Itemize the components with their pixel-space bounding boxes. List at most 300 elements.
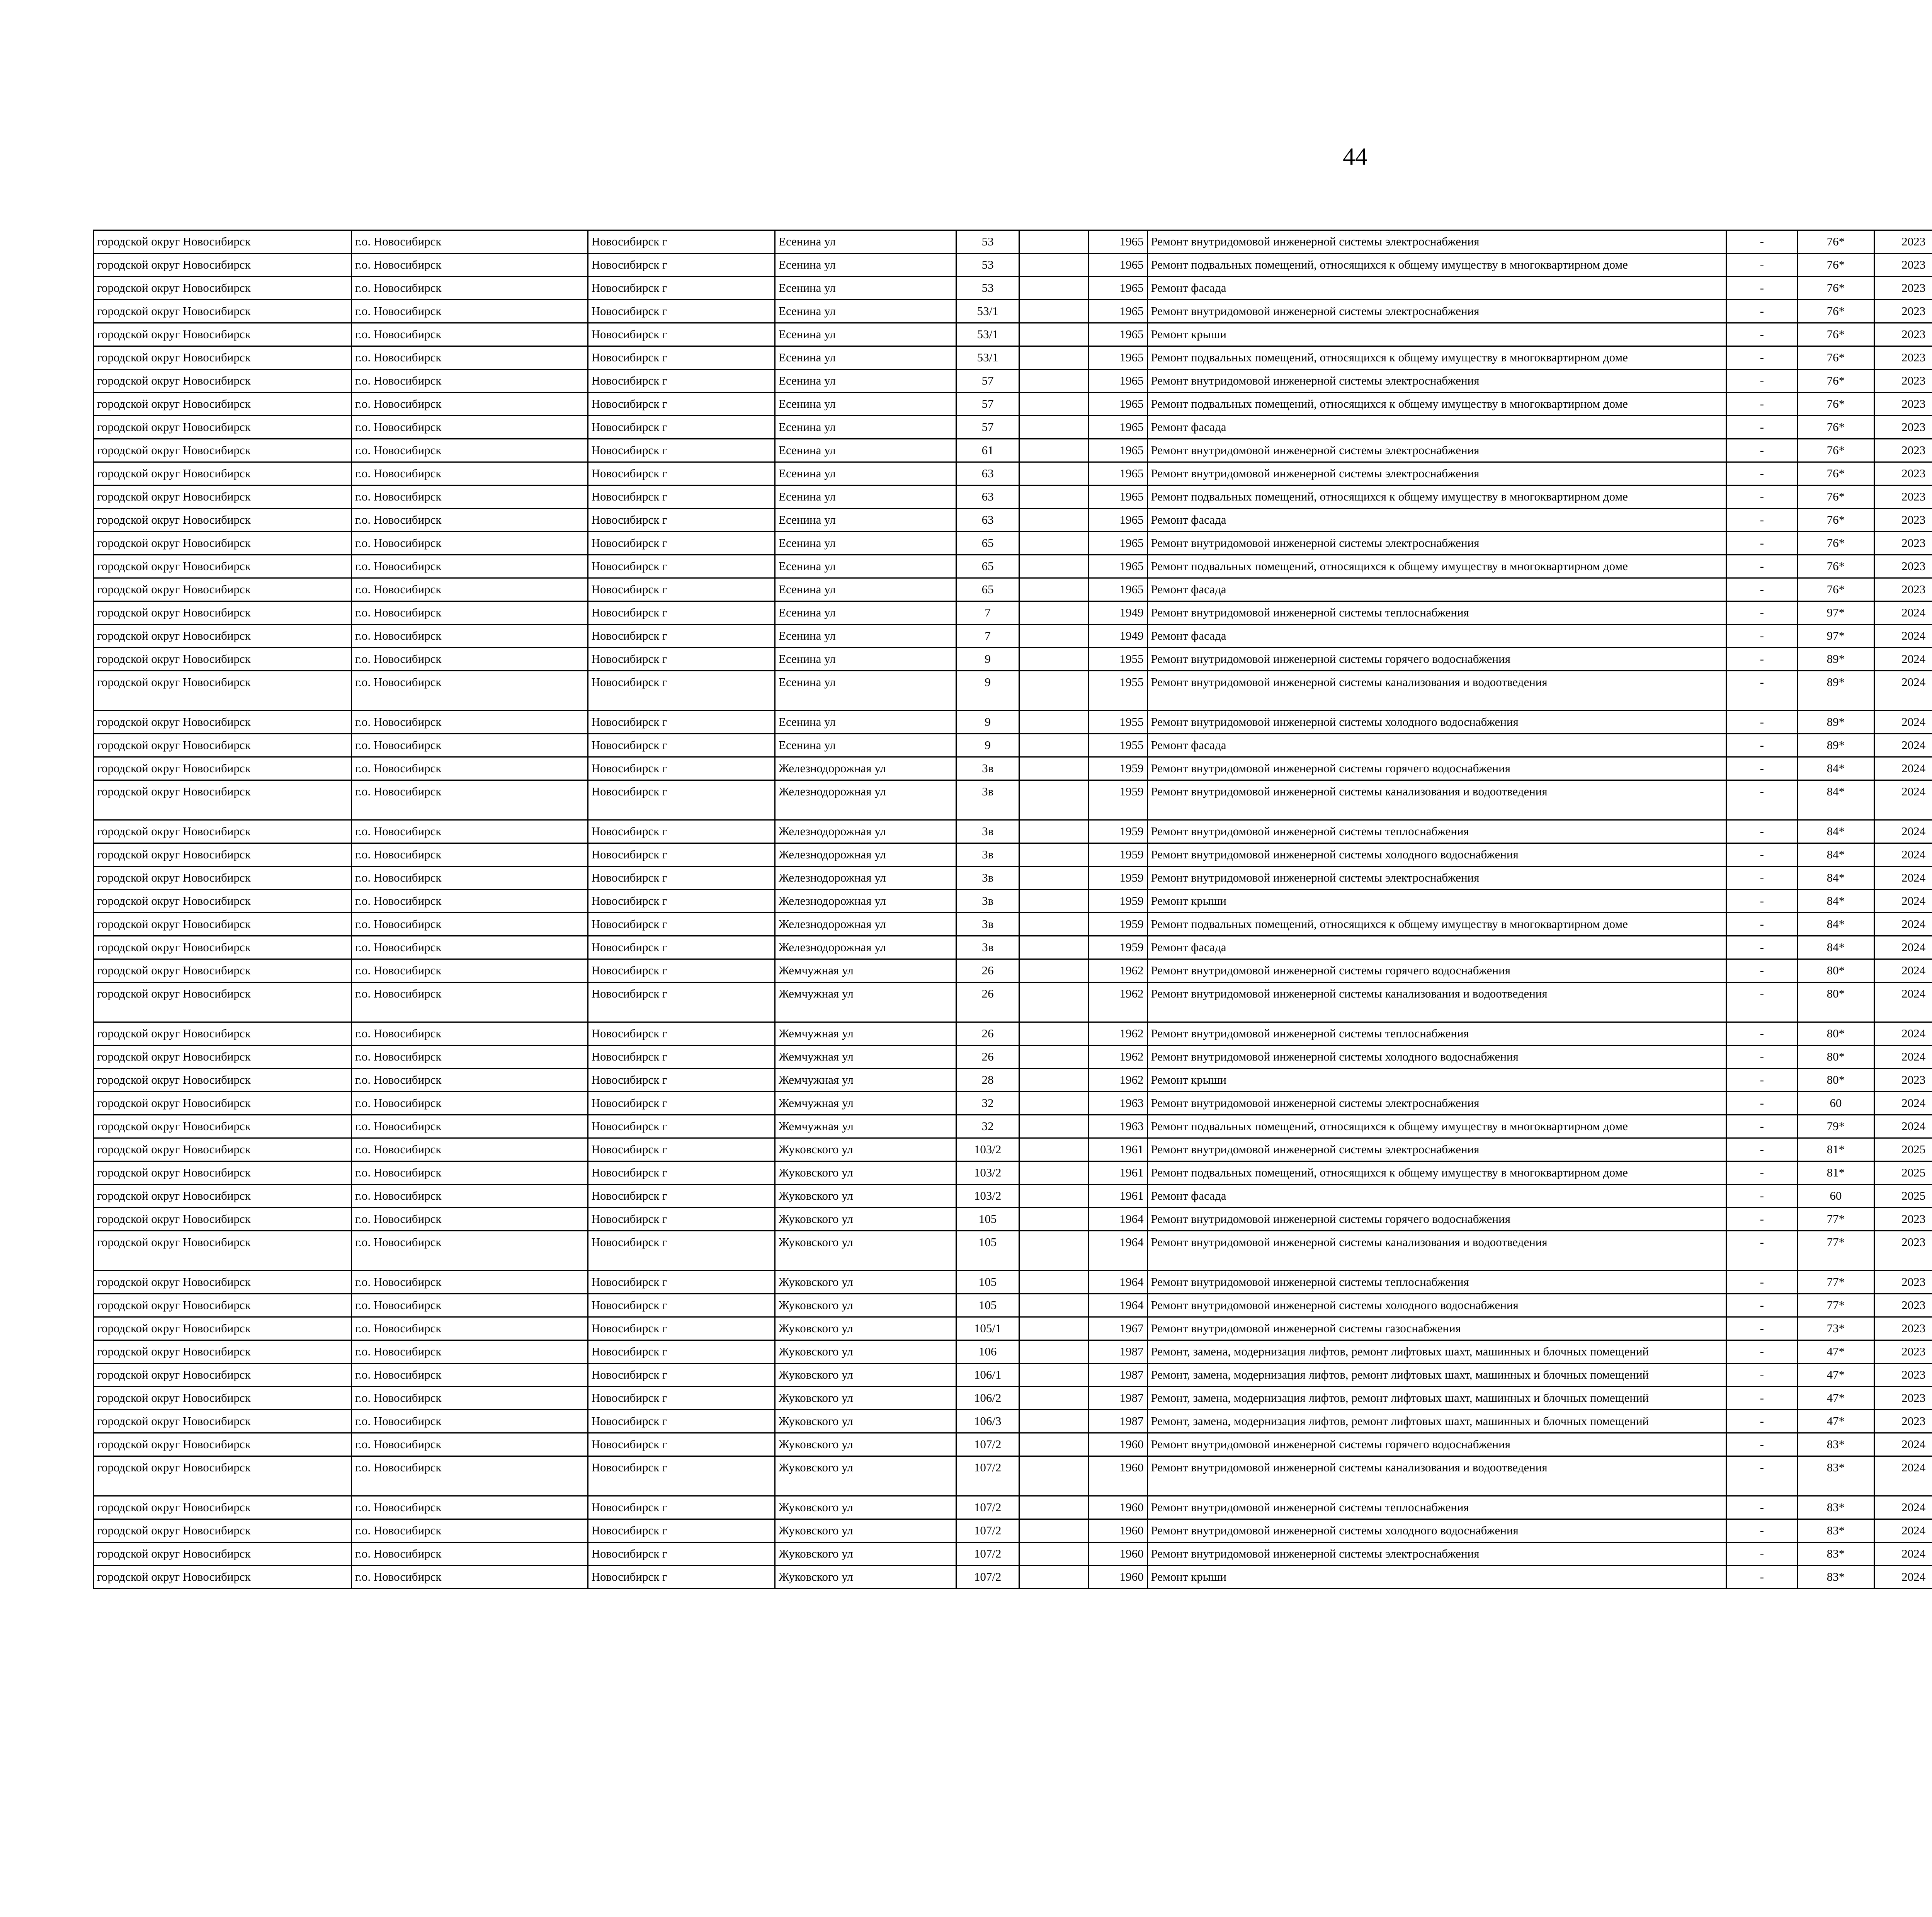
house-number-cell: 65 <box>956 555 1019 578</box>
settlement-type-cell: г.о. Новосибирск <box>351 1317 588 1340</box>
settlement-type-cell: г.о. Новосибирск <box>351 936 588 959</box>
planned-year-cell: 2024 <box>1874 1496 1932 1519</box>
street-cell: Жуковского ул <box>775 1294 956 1317</box>
year-built-cell: 1965 <box>1088 555 1147 578</box>
street-cell: Железнодорожная ул <box>775 820 956 843</box>
house-number-cell: 63 <box>956 509 1019 532</box>
street-cell: Жуковского ул <box>775 1231 956 1271</box>
city-cell: Новосибирск г <box>588 1138 775 1161</box>
municipality-cell: городской округ Новосибирск <box>94 1185 352 1208</box>
empty-cell <box>1019 369 1088 393</box>
municipality-cell: городской округ Новосибирск <box>94 671 352 711</box>
municipality-cell: городской округ Новосибирск <box>94 300 352 323</box>
city-cell: Новосибирск г <box>588 1566 775 1589</box>
street-cell: Есенина ул <box>775 369 956 393</box>
street-cell: Есенина ул <box>775 648 956 671</box>
dash-cell: - <box>1726 416 1798 439</box>
table-row <box>94 393 1932 416</box>
settlement-type-cell: г.о. Новосибирск <box>351 462 588 485</box>
empty-cell <box>1019 346 1088 369</box>
year-built-cell: 1965 <box>1088 509 1147 532</box>
planned-year-cell: 2024 <box>1874 601 1932 625</box>
municipality-cell: городской округ Новосибирск <box>94 439 352 462</box>
house-number-cell: 105 <box>956 1294 1019 1317</box>
work-type-cell: Ремонт подвальных помещений, относящихся к общему имуществу в многоквартирном доме <box>1147 393 1726 416</box>
work-type-cell: Ремонт фасада <box>1147 625 1726 648</box>
table-row <box>94 867 1932 890</box>
settlement-type-cell: г.о. Новосибирск <box>351 1231 588 1271</box>
city-cell: Новосибирск г <box>588 277 775 300</box>
dash-cell: - <box>1726 1294 1798 1317</box>
dash-cell: - <box>1726 532 1798 555</box>
wear-percent-cell: 84* <box>1798 867 1874 890</box>
city-cell: Новосибирск г <box>588 1161 775 1185</box>
street-cell: Железнодорожная ул <box>775 843 956 867</box>
wear-percent-cell: 76* <box>1798 230 1874 254</box>
street-cell: Есенина ул <box>775 439 956 462</box>
city-cell: Новосибирск г <box>588 230 775 254</box>
work-type-cell: Ремонт подвальных помещений, относящихся к общему имуществу в многоквартирном доме <box>1147 254 1726 277</box>
wear-percent-cell: 77* <box>1798 1231 1874 1271</box>
wear-percent-cell: 76* <box>1798 509 1874 532</box>
year-built-cell: 1964 <box>1088 1271 1147 1294</box>
year-built-cell: 1987 <box>1088 1410 1147 1433</box>
dash-cell: - <box>1726 230 1798 254</box>
year-built-cell: 1955 <box>1088 671 1147 711</box>
street-cell: Жуковского ул <box>775 1542 956 1566</box>
wear-percent-cell: 84* <box>1798 890 1874 913</box>
planned-year-cell: 2024 <box>1874 648 1932 671</box>
planned-year-cell: 2023 <box>1874 300 1932 323</box>
dash-cell: - <box>1726 1456 1798 1496</box>
city-cell: Новосибирск г <box>588 1045 775 1069</box>
dash-cell: - <box>1726 578 1798 601</box>
table-row <box>94 1022 1932 1045</box>
work-type-cell: Ремонт внутридомовой инженерной системы электроснабжения <box>1147 1138 1726 1161</box>
municipality-cell: городской округ Новосибирск <box>94 648 352 671</box>
settlement-type-cell: г.о. Новосибирск <box>351 648 588 671</box>
wear-percent-cell: 80* <box>1798 982 1874 1022</box>
planned-year-cell: 2023 <box>1874 532 1932 555</box>
dash-cell: - <box>1726 982 1798 1022</box>
dash-cell: - <box>1726 1045 1798 1069</box>
dash-cell: - <box>1726 369 1798 393</box>
city-cell: Новосибирск г <box>588 757 775 780</box>
table-row <box>94 711 1932 734</box>
empty-cell <box>1019 300 1088 323</box>
house-number-cell: 9 <box>956 734 1019 757</box>
table-row <box>94 757 1932 780</box>
planned-year-cell: 2024 <box>1874 1456 1932 1496</box>
table-row <box>94 323 1932 346</box>
work-type-cell: Ремонт внутридомовой инженерной системы электроснабжения <box>1147 1542 1726 1566</box>
street-cell: Жуковского ул <box>775 1433 956 1456</box>
wear-percent-cell: 83* <box>1798 1433 1874 1456</box>
settlement-type-cell: г.о. Новосибирск <box>351 1208 588 1231</box>
street-cell: Железнодорожная ул <box>775 757 956 780</box>
dash-cell: - <box>1726 346 1798 369</box>
municipality-cell: городской округ Новосибирск <box>94 625 352 648</box>
empty-cell <box>1019 1022 1088 1045</box>
table-row <box>94 1138 1932 1161</box>
year-built-cell: 1959 <box>1088 913 1147 936</box>
street-cell: Есенина ул <box>775 509 956 532</box>
year-built-cell: 1967 <box>1088 1317 1147 1340</box>
settlement-type-cell: г.о. Новосибирск <box>351 1161 588 1185</box>
wear-percent-cell: 76* <box>1798 416 1874 439</box>
city-cell: Новосибирск г <box>588 1231 775 1271</box>
empty-cell <box>1019 323 1088 346</box>
house-number-cell: 9 <box>956 671 1019 711</box>
empty-cell <box>1019 1231 1088 1271</box>
empty-cell <box>1019 1317 1088 1340</box>
year-built-cell: 1965 <box>1088 346 1147 369</box>
municipality-cell: городской округ Новосибирск <box>94 1317 352 1340</box>
table-row <box>94 300 1932 323</box>
planned-year-cell: 2024 <box>1874 1433 1932 1456</box>
year-built-cell: 1962 <box>1088 959 1147 982</box>
planned-year-cell: 2023 <box>1874 462 1932 485</box>
dash-cell: - <box>1726 254 1798 277</box>
dash-cell: - <box>1726 913 1798 936</box>
municipality-cell: городской округ Новосибирск <box>94 1022 352 1045</box>
settlement-type-cell: г.о. Новосибирск <box>351 734 588 757</box>
empty-cell <box>1019 1185 1088 1208</box>
wear-percent-cell: 83* <box>1798 1456 1874 1496</box>
year-built-cell: 1962 <box>1088 1069 1147 1092</box>
street-cell: Жемчужная ул <box>775 982 956 1022</box>
work-type-cell: Ремонт крыши <box>1147 890 1726 913</box>
settlement-type-cell: г.о. Новосибирск <box>351 277 588 300</box>
house-number-cell: 28 <box>956 1069 1019 1092</box>
wear-percent-cell: 60 <box>1798 1092 1874 1115</box>
empty-cell <box>1019 393 1088 416</box>
empty-cell <box>1019 1115 1088 1138</box>
settlement-type-cell: г.о. Новосибирск <box>351 959 588 982</box>
dash-cell: - <box>1726 277 1798 300</box>
empty-cell <box>1019 820 1088 843</box>
city-cell: Новосибирск г <box>588 780 775 820</box>
settlement-type-cell: г.о. Новосибирск <box>351 439 588 462</box>
empty-cell <box>1019 1433 1088 1456</box>
street-cell: Жуковского ул <box>775 1496 956 1519</box>
house-number-cell: 7 <box>956 601 1019 625</box>
settlement-type-cell: г.о. Новосибирск <box>351 1519 588 1542</box>
work-type-cell: Ремонт фасада <box>1147 277 1726 300</box>
work-type-cell: Ремонт внутридомовой инженерной системы теплоснабжения <box>1147 820 1726 843</box>
settlement-type-cell: г.о. Новосибирск <box>351 1092 588 1115</box>
wear-percent-cell: 76* <box>1798 393 1874 416</box>
house-number-cell: 106/3 <box>956 1410 1019 1433</box>
street-cell: Жемчужная ул <box>775 1022 956 1045</box>
planned-year-cell: 2023 <box>1874 485 1932 509</box>
year-built-cell: 1962 <box>1088 1022 1147 1045</box>
capital-repair-table <box>93 230 1932 1589</box>
municipality-cell: городской округ Новосибирск <box>94 936 352 959</box>
table-row <box>94 1566 1932 1589</box>
table-row <box>94 936 1932 959</box>
year-built-cell: 1964 <box>1088 1294 1147 1317</box>
work-type-cell: Ремонт фасада <box>1147 936 1726 959</box>
city-cell: Новосибирск г <box>588 936 775 959</box>
settlement-type-cell: г.о. Новосибирск <box>351 346 588 369</box>
work-type-cell: Ремонт внутридомовой инженерной системы горячего водоснабжения <box>1147 648 1726 671</box>
wear-percent-cell: 47* <box>1798 1387 1874 1410</box>
dash-cell: - <box>1726 1340 1798 1364</box>
city-cell: Новосибирск г <box>588 462 775 485</box>
street-cell: Есенина ул <box>775 416 956 439</box>
table-row <box>94 1410 1932 1433</box>
planned-year-cell: 2023 <box>1874 346 1932 369</box>
empty-cell <box>1019 462 1088 485</box>
work-type-cell: Ремонт внутридомовой инженерной системы теплоснабжения <box>1147 1022 1726 1045</box>
empty-cell <box>1019 936 1088 959</box>
wear-percent-cell: 60 <box>1798 1185 1874 1208</box>
house-number-cell: 3в <box>956 843 1019 867</box>
dash-cell: - <box>1726 601 1798 625</box>
house-number-cell: 105 <box>956 1231 1019 1271</box>
planned-year-cell: 2024 <box>1874 890 1932 913</box>
city-cell: Новосибирск г <box>588 1340 775 1364</box>
dash-cell: - <box>1726 1410 1798 1433</box>
dash-cell: - <box>1726 820 1798 843</box>
dash-cell: - <box>1726 1364 1798 1387</box>
municipality-cell: городской округ Новосибирск <box>94 982 352 1022</box>
table-row <box>94 1115 1932 1138</box>
house-number-cell: 9 <box>956 648 1019 671</box>
planned-year-cell: 2024 <box>1874 734 1932 757</box>
empty-cell <box>1019 1364 1088 1387</box>
planned-year-cell: 2024 <box>1874 1022 1932 1045</box>
planned-year-cell: 2023 <box>1874 1364 1932 1387</box>
work-type-cell: Ремонт внутридомовой инженерной системы канализования и водоотведения <box>1147 780 1726 820</box>
work-type-cell: Ремонт крыши <box>1147 1069 1726 1092</box>
dash-cell: - <box>1726 648 1798 671</box>
table-row <box>94 1340 1932 1364</box>
city-cell: Новосибирск г <box>588 1092 775 1115</box>
settlement-type-cell: г.о. Новосибирск <box>351 1294 588 1317</box>
dash-cell: - <box>1726 1542 1798 1566</box>
table-row <box>94 820 1932 843</box>
planned-year-cell: 2024 <box>1874 1045 1932 1069</box>
city-cell: Новосибирск г <box>588 913 775 936</box>
planned-year-cell: 2023 <box>1874 1294 1932 1317</box>
year-built-cell: 1949 <box>1088 601 1147 625</box>
year-built-cell: 1965 <box>1088 485 1147 509</box>
house-number-cell: 107/2 <box>956 1519 1019 1542</box>
street-cell: Есенина ул <box>775 578 956 601</box>
municipality-cell: городской округ Новосибирск <box>94 1138 352 1161</box>
empty-cell <box>1019 625 1088 648</box>
house-number-cell: 57 <box>956 393 1019 416</box>
dash-cell: - <box>1726 1185 1798 1208</box>
empty-cell <box>1019 1045 1088 1069</box>
planned-year-cell: 2024 <box>1874 757 1932 780</box>
empty-cell <box>1019 532 1088 555</box>
settlement-type-cell: г.о. Новосибирск <box>351 1364 588 1387</box>
work-type-cell: Ремонт внутридомовой инженерной системы холодного водоснабжения <box>1147 843 1726 867</box>
house-number-cell: 3в <box>956 757 1019 780</box>
house-number-cell: 57 <box>956 416 1019 439</box>
municipality-cell: городской округ Новосибирск <box>94 1519 352 1542</box>
municipality-cell: городской округ Новосибирск <box>94 1364 352 1387</box>
house-number-cell: 106 <box>956 1340 1019 1364</box>
street-cell: Жемчужная ул <box>775 1069 956 1092</box>
dash-cell: - <box>1726 711 1798 734</box>
street-cell: Есенина ул <box>775 485 956 509</box>
settlement-type-cell: г.о. Новосибирск <box>351 532 588 555</box>
municipality-cell: городской округ Новосибирск <box>94 843 352 867</box>
settlement-type-cell: г.о. Новосибирск <box>351 1271 588 1294</box>
dash-cell: - <box>1726 1271 1798 1294</box>
empty-cell <box>1019 1138 1088 1161</box>
planned-year-cell: 2023 <box>1874 369 1932 393</box>
work-type-cell: Ремонт внутридомовой инженерной системы электроснабжения <box>1147 369 1726 393</box>
house-number-cell: 26 <box>956 982 1019 1022</box>
house-number-cell: 3в <box>956 867 1019 890</box>
street-cell: Есенина ул <box>775 254 956 277</box>
dash-cell: - <box>1726 780 1798 820</box>
year-built-cell: 1959 <box>1088 936 1147 959</box>
empty-cell <box>1019 843 1088 867</box>
wear-percent-cell: 84* <box>1798 936 1874 959</box>
city-cell: Новосибирск г <box>588 1433 775 1456</box>
house-number-cell: 105 <box>956 1208 1019 1231</box>
empty-cell <box>1019 1092 1088 1115</box>
settlement-type-cell: г.о. Новосибирск <box>351 393 588 416</box>
empty-cell <box>1019 757 1088 780</box>
street-cell: Есенина ул <box>775 711 956 734</box>
year-built-cell: 1959 <box>1088 780 1147 820</box>
city-cell: Новосибирск г <box>588 982 775 1022</box>
year-built-cell: 1960 <box>1088 1519 1147 1542</box>
planned-year-cell: 2023 <box>1874 416 1932 439</box>
year-built-cell: 1955 <box>1088 734 1147 757</box>
street-cell: Жуковского ул <box>775 1364 956 1387</box>
street-cell: Есенина ул <box>775 300 956 323</box>
municipality-cell: городской округ Новосибирск <box>94 757 352 780</box>
settlement-type-cell: г.о. Новосибирск <box>351 369 588 393</box>
settlement-type-cell: г.о. Новосибирск <box>351 230 588 254</box>
wear-percent-cell: 77* <box>1798 1294 1874 1317</box>
house-number-cell: 63 <box>956 462 1019 485</box>
wear-percent-cell: 76* <box>1798 323 1874 346</box>
table-row <box>94 1387 1932 1410</box>
year-built-cell: 1961 <box>1088 1138 1147 1161</box>
city-cell: Новосибирск г <box>588 671 775 711</box>
settlement-type-cell: г.о. Новосибирск <box>351 843 588 867</box>
year-built-cell: 1961 <box>1088 1161 1147 1185</box>
empty-cell <box>1019 982 1088 1022</box>
municipality-cell: городской округ Новосибирск <box>94 734 352 757</box>
municipality-cell: городской округ Новосибирск <box>94 780 352 820</box>
empty-cell <box>1019 711 1088 734</box>
empty-cell <box>1019 1410 1088 1433</box>
settlement-type-cell: г.о. Новосибирск <box>351 1069 588 1092</box>
table-row <box>94 346 1932 369</box>
city-cell: Новосибирск г <box>588 867 775 890</box>
planned-year-cell: 2023 <box>1874 1069 1932 1092</box>
year-built-cell: 1959 <box>1088 890 1147 913</box>
planned-year-cell: 2024 <box>1874 671 1932 711</box>
house-number-cell: 105 <box>956 1271 1019 1294</box>
table-row <box>94 485 1932 509</box>
municipality-cell: городской округ Новосибирск <box>94 711 352 734</box>
settlement-type-cell: г.о. Новосибирск <box>351 671 588 711</box>
street-cell: Жуковского ул <box>775 1566 956 1589</box>
year-built-cell: 1959 <box>1088 757 1147 780</box>
city-cell: Новосибирск г <box>588 369 775 393</box>
wear-percent-cell: 81* <box>1798 1138 1874 1161</box>
house-number-cell: 53/1 <box>956 346 1019 369</box>
settlement-type-cell: г.о. Новосибирск <box>351 1340 588 1364</box>
street-cell: Есенина ул <box>775 230 956 254</box>
empty-cell <box>1019 254 1088 277</box>
planned-year-cell: 2023 <box>1874 277 1932 300</box>
house-number-cell: 32 <box>956 1092 1019 1115</box>
dash-cell: - <box>1726 843 1798 867</box>
planned-year-cell: 2023 <box>1874 1340 1932 1364</box>
settlement-type-cell: г.о. Новосибирск <box>351 1433 588 1456</box>
house-number-cell: 3в <box>956 913 1019 936</box>
municipality-cell: городской округ Новосибирск <box>94 323 352 346</box>
house-number-cell: 53/1 <box>956 300 1019 323</box>
house-number-cell: 61 <box>956 439 1019 462</box>
settlement-type-cell: г.о. Новосибирск <box>351 1045 588 1069</box>
work-type-cell: Ремонт фасада <box>1147 416 1726 439</box>
planned-year-cell: 2023 <box>1874 254 1932 277</box>
empty-cell <box>1019 230 1088 254</box>
wear-percent-cell: 76* <box>1798 462 1874 485</box>
wear-percent-cell: 89* <box>1798 671 1874 711</box>
wear-percent-cell: 84* <box>1798 913 1874 936</box>
dash-cell: - <box>1726 485 1798 509</box>
empty-cell <box>1019 601 1088 625</box>
city-cell: Новосибирск г <box>588 1208 775 1231</box>
wear-percent-cell: 77* <box>1798 1271 1874 1294</box>
table-row <box>94 913 1932 936</box>
municipality-cell: городской округ Новосибирск <box>94 1566 352 1589</box>
city-cell: Новосибирск г <box>588 1456 775 1496</box>
empty-cell <box>1019 1271 1088 1294</box>
street-cell: Жуковского ул <box>775 1271 956 1294</box>
work-type-cell: Ремонт внутридомовой инженерной системы электроснабжения <box>1147 462 1726 485</box>
wear-percent-cell: 80* <box>1798 959 1874 982</box>
empty-cell <box>1019 913 1088 936</box>
empty-cell <box>1019 578 1088 601</box>
settlement-type-cell: г.о. Новосибирск <box>351 1387 588 1410</box>
table-row <box>94 734 1932 757</box>
wear-percent-cell: 83* <box>1798 1566 1874 1589</box>
street-cell: Есенина ул <box>775 323 956 346</box>
street-cell: Жуковского ул <box>775 1519 956 1542</box>
dash-cell: - <box>1726 393 1798 416</box>
dash-cell: - <box>1726 734 1798 757</box>
settlement-type-cell: г.о. Новосибирск <box>351 757 588 780</box>
street-cell: Жуковского ул <box>775 1456 956 1496</box>
municipality-cell: городской округ Новосибирск <box>94 820 352 843</box>
city-cell: Новосибирск г <box>588 393 775 416</box>
settlement-type-cell: г.о. Новосибирск <box>351 578 588 601</box>
table-row <box>94 959 1932 982</box>
dash-cell: - <box>1726 867 1798 890</box>
house-number-cell: 103/2 <box>956 1138 1019 1161</box>
year-built-cell: 1963 <box>1088 1092 1147 1115</box>
house-number-cell: 53 <box>956 230 1019 254</box>
year-built-cell: 1955 <box>1088 648 1147 671</box>
house-number-cell: 107/2 <box>956 1496 1019 1519</box>
settlement-type-cell: г.о. Новосибирск <box>351 1115 588 1138</box>
